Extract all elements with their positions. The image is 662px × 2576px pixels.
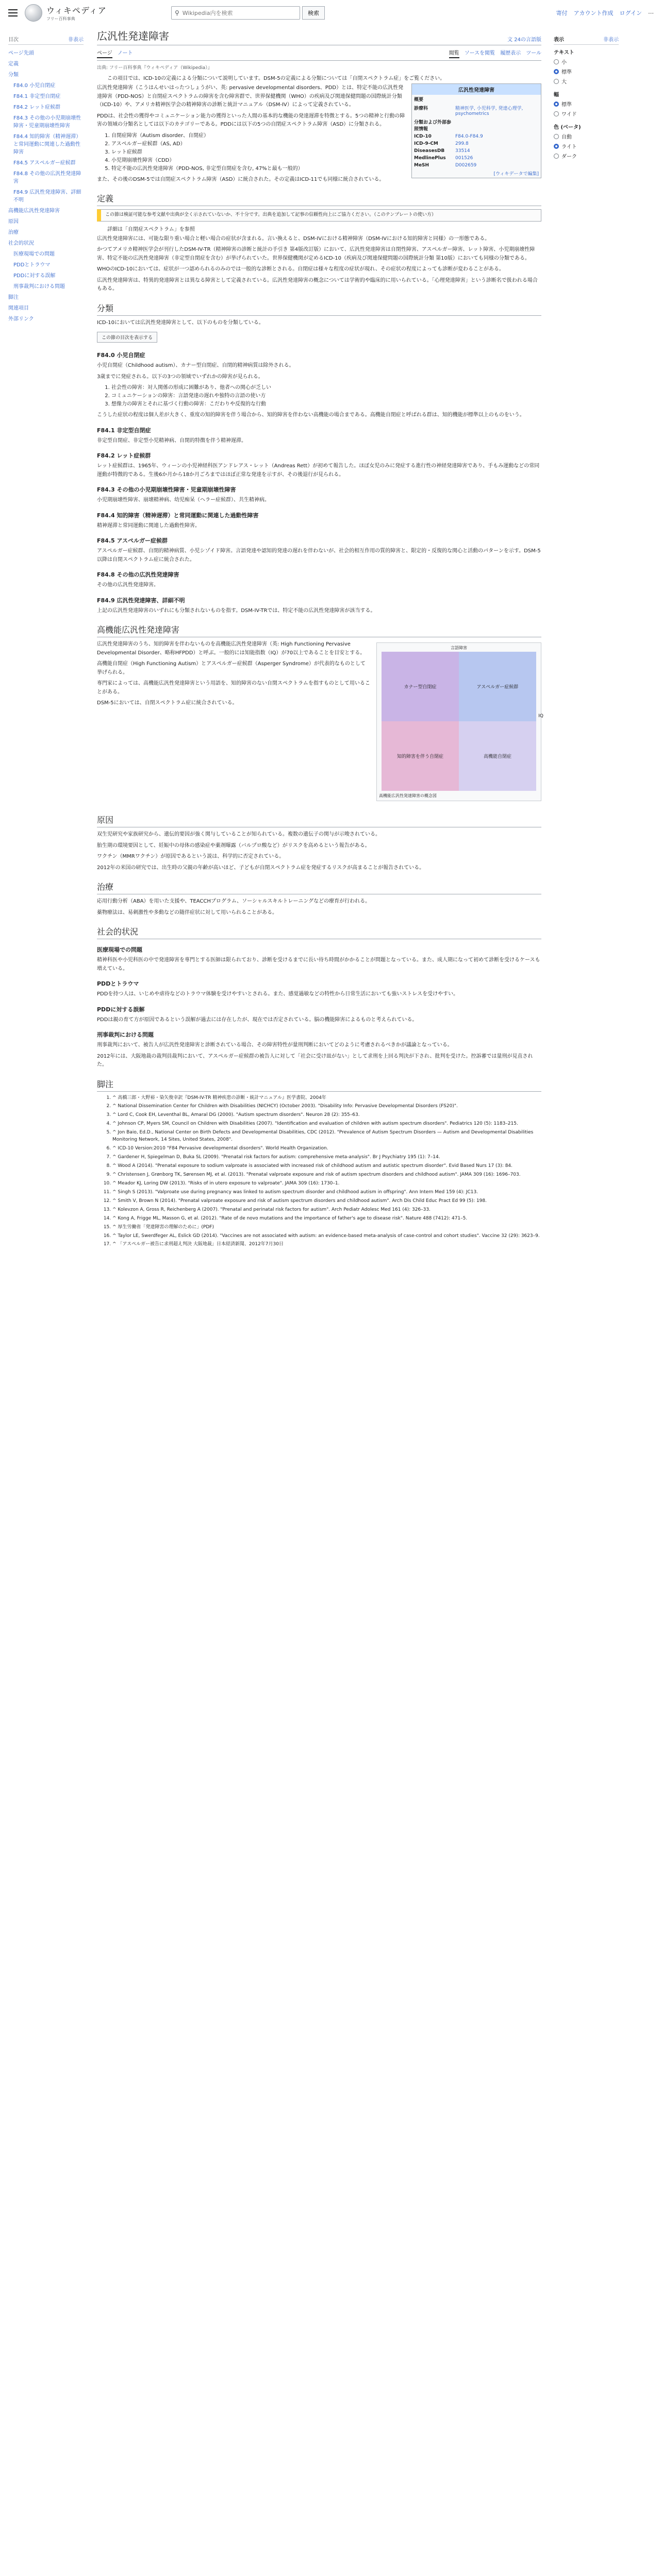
paragraph: 小児期崩壊性障害、崩壊精神病、幼児痴呆（ヘラー症候群）、共生精神病。 — [97, 497, 270, 503]
infobox-key: ICD-10 — [414, 134, 432, 139]
logo-title: ウィキペディア — [46, 6, 107, 15]
list-item: 2. アスペルガー症候群（AS, AD） — [111, 140, 541, 148]
subsection-heading-f845: F84.5 アスペルガー症候群 — [97, 537, 168, 544]
list-item: 1. 社会性の障害：対人関係の形成に困難があり、他者への関心が乏しい — [111, 384, 541, 392]
toc-item[interactable]: 脚注 — [8, 295, 19, 300]
subsection-heading-medical: 医療現場での問題 — [97, 946, 142, 953]
paragraph: 2012年の米国の研究では、出生時の父親の年齢が高いほど、子どもが自閉スペクトラム症を発症するリスクが高まることが報告されている。 — [97, 865, 425, 871]
subsection-heading-f840: F84.0 小児自閉症 — [97, 352, 145, 359]
infobox-key: DiseasesDB — [414, 148, 445, 154]
subsection-heading-trauma: PDDとトラウマ — [97, 980, 139, 987]
paragraph: アスペルガー症候群、自閉的精神病質、小児シゾイド障害。言語発達や認知的発達の遅れを伴わないが、社会的相互作用の質的障害と、限定的・反復的な関心と活動のパターンを示す。DSM-5以降は自閉スペクトラム症に統合された。 — [97, 548, 541, 563]
paragraph: 精神科医や小児科医の中で発達障害を専門とする医師は限られており、診断を受けるまでに長い待ち時間がかかることが問題となっている。また、成人期になって初めて診断を受けるケースも増えている。 — [97, 957, 540, 972]
toc-item[interactable]: F84.5 アスペルガー症候群 — [13, 160, 76, 166]
infobox-value[interactable] — [453, 95, 541, 104]
paragraph: ワクチン（MMRワクチン）が原因であるという説は、科学的に否定されている。 — [97, 854, 285, 859]
toc-item[interactable]: 定義 — [8, 61, 19, 67]
figure-cell-top-right: アスペルガー症候群 — [459, 652, 536, 721]
paragraph: 2012年には、大阪地裁の裁判員裁判において、アスペルガー症候群の被告人に対して「社会に受け皿がない」として求刑を上回る判決が下され、批判を受けた。控訴審では量刑が見直された。 — [97, 1053, 533, 1067]
language-selector[interactable]: 文 24の言語版 — [507, 37, 541, 43]
list-item: 3. レット症候群 — [111, 148, 541, 157]
toc-item[interactable]: PDDに対する誤解 — [13, 273, 56, 279]
width-wide[interactable]: ワイド — [554, 110, 619, 117]
toc-item[interactable]: 外部リンク — [8, 316, 34, 322]
menu-icon[interactable] — [8, 9, 18, 16]
text-size-standard[interactable]: 標準 — [554, 67, 619, 75]
section-toc-toggle[interactable]: この節の目次を表示する — [97, 332, 157, 343]
section-heading-references: 脚注 — [97, 1078, 541, 1092]
paragraph: その他の広汎性発達障害。 — [97, 582, 159, 588]
search-input[interactable] — [181, 9, 296, 17]
references-list — [97, 1095, 541, 1249]
search-button[interactable]: 検索 — [302, 6, 325, 20]
toc-item[interactable]: 高機能広汎性発達障害 — [8, 208, 60, 214]
paragraph: 専門家によっては、高機能広汎性発達障害という用語を、知的障害のない自閉スペクトラムを指すものとして用いることがある。 — [97, 681, 370, 695]
infobox-value[interactable]: D002659 — [455, 163, 477, 168]
paragraph: DSM-5においては、自閉スペクトラム症に統合されている。 — [97, 700, 238, 706]
main-content — [89, 26, 548, 1250]
tab-talk[interactable]: ノート — [117, 50, 133, 56]
appearance-header — [554, 35, 619, 45]
reference-item: 8. ^ Wood A (2014). "Prenatal exposure to sodium valproate is associated with increased risk of childhood autism and autistic spectrum disorder". Evid Based Nurs 17 (3): 84. — [112, 1163, 541, 1170]
infobox-row — [412, 104, 541, 117]
reference-item: 12. ^ Smith V, Brown N (2014). "Prenatal valproate exposure and risk of autism spectrum disorders and childhood autism". Arch Dis Child Educ Pract Ed 99 (5): 198. — [112, 1198, 541, 1205]
page-source-line: 出典: フリー百科事典『ウィキペディア（Wikipedia）』 — [97, 65, 212, 71]
list-item: 3. 想像力の障害とそれに基づく行動の障害：こだわりや反復的な行動 — [111, 400, 541, 409]
subsection-heading-misunderstanding: PDDに対する誤解 — [97, 1006, 145, 1013]
toc-item[interactable]: ページ先頭 — [8, 50, 34, 56]
more-options-icon[interactable]: ⋯ — [648, 9, 654, 16]
infobox-key: MeSH — [414, 163, 429, 168]
infobox-row — [412, 140, 541, 147]
paragraph: 広汎性発達障害は、特異的発達障害とは異なる障害として定義されている。広汎性発達障害の概念については学術的や臨床的に用いられている。「心理発達障害」という診断名で扱われる場合もある。 — [97, 277, 538, 292]
list-item: 4. 小児期崩壊性障害（CDD） — [111, 157, 541, 165]
tab-history[interactable]: 履歴表示 — [500, 50, 521, 56]
infobox-value[interactable]: 001526 — [455, 156, 473, 161]
section-heading-classification: 分類 — [97, 302, 541, 316]
toc-item[interactable]: F84.3 その他の小児期崩壊性障害・児童期崩壊性障害 — [13, 115, 81, 129]
text-size-heading: テキスト — [554, 50, 574, 56]
list-item: 5. 特定不能の広汎性発達障害（PDD-NOS, 非定型自閉症を含む, 47%と最も一般的） — [111, 165, 541, 173]
infobox-value[interactable]: 33514 — [455, 148, 470, 154]
intro-paragraph-2: PDDは、社会性の獲得やコミュニケーション能力の獲得といった人間の基本的な機能の発達遅滞を特徴とする。5つの精神と行動の障害の領域の分類名としては以下のカテゴリーである。PDDには以下の5つの自閉症スペクトラム障害（ASD）に分類される。 — [97, 113, 405, 127]
citation-notice: この節は検証可能な参考文献や出典が全く示されていないか、不十分です。出典を追加して記事の信頼性向上にご協力ください。（このテンプレートの使い方） — [97, 209, 541, 222]
concept-grid — [382, 652, 543, 791]
search-area — [171, 6, 325, 20]
intro-paragraph-4: また、その後のDSM-5では自閉症スペクトラム障害（ASD）に統合された。その定義はICD-11でも同様に統合されている。 — [97, 176, 385, 182]
infobox-row — [412, 133, 541, 140]
create-account-link[interactable]: アカウント作成 — [573, 10, 614, 16]
paragraph: 刑事裁判において、被告人が広汎性発達障害と診断されている場合、その障害特性が量刑判断においてどのように考慮されるべきかが議論となっている。 — [97, 1042, 453, 1048]
toc-item[interactable]: F84.1 非定型自閉症 — [13, 94, 61, 99]
paragraph: 高機能自閉症（High Functioning Autism）とアスペルガー症候群（Asperger Syndrome）が代表的なものとして挙げられる。 — [97, 661, 366, 675]
reference-item: 7. ^ Gardener H, Spiegelman D, Buka SL (2009). "Prenatal risk factors for autism: comprehensive meta-analysis". Br J Psychiatry 195 (1): 7–14. — [112, 1154, 541, 1161]
reference-item: 4. ^ Johnson CP, Myers SM, Council on Children with Disabilities (2007). "Identification and evaluation of children with autism spectrum disorders". Pediatrics 120 (5): 1183–215. — [112, 1121, 541, 1128]
toc-header — [8, 35, 84, 45]
reference-item: 3. ^ Lord C, Cook EH, Leventhal BL, Amaral DG (2000). "Autism spectrum disorders". Neuron 28 (2): 355–63. — [112, 1112, 541, 1119]
logo-subtitle: フリー百科事典 — [46, 16, 75, 21]
paragraph: 双生児研究や家族研究から、遺伝的要因が強く関与していることが知られている。複数の遺伝子の関与が示唆されている。 — [97, 832, 380, 837]
paragraph: かつてアメリカ精神医学会が刊行したDSM-IV-TR（精神障害の診断と統計の手引き 第4版改訂版）において、広汎性発達障害は自閉性障害、アスペルガー障害、レット障害、小児期崩壊性障害、特定不能の広汎性発達障害（非定型自閉症を含む）が挙げられていた。世界保健機関が定めるICD-10（疾病及び関連保健問題の国際統計分類 第10版）においても同様の分類である。 — [97, 247, 535, 261]
infobox-value[interactable]: F84.0-F84.9 — [455, 134, 483, 139]
toc-list — [8, 47, 84, 324]
toc-item[interactable]: F84.2 レット症候群 — [13, 105, 61, 110]
color-dark[interactable]: ダーク — [554, 152, 619, 160]
reference-item: 5. ^ Jon Baio, Ed.D., National Center on Birth Defects and Developmental Disabilities, CDC (2012). "Prevalence of Autism Spectrum Disorders — Autism and Developmental Disabilities Monitoring Network, 14 Sites, United States, 2008". — [112, 1129, 541, 1144]
infobox — [411, 83, 541, 178]
toc-item[interactable]: 原因 — [8, 219, 19, 225]
infobox-value[interactable]: 精神医学, 小児科学, 発達心理学, psychometrics — [455, 106, 523, 116]
infobox-key: MedlinePlus — [414, 156, 446, 161]
toc-heading: 目次 — [8, 37, 19, 43]
text-size-small[interactable]: 小 — [554, 58, 619, 65]
paragraph: 胎生期の環境要因として、妊娠中の母体の感染症や薬剤曝露（バルプロ酸など）がリスクを高めるという報告がある。 — [97, 842, 370, 849]
reference-item: 16. ^ Taylor LE, Swerdfeger AL, Eslick GD (2014). "Vaccines are not associated with autism: an evidence-based meta-analysis of case-control and cohort studies". Vaccine 32 (29): 3623–9. — [112, 1233, 541, 1240]
reference-item: 10. ^ Meador KJ, Loring DW (2013). "Risks of in utero exposure to valproate". JAMA 309 (16): 1730–1. — [112, 1180, 541, 1188]
infobox-row — [412, 95, 541, 104]
width-standard[interactable]: 標準 — [554, 100, 619, 108]
color-auto[interactable]: 自動 — [554, 132, 619, 140]
paragraph: WHOのICD-10においては、症状が一つ認められるのみのでは一般的な診断とされる。自閉症は様々な程度の症状が現れ、その症状の程度によっても診断が変わることがある。 — [97, 266, 504, 272]
f840-symptom-list — [97, 384, 541, 409]
infobox-key: 診療科 — [414, 106, 428, 111]
infobox-title: 広汎性発達障害 — [412, 84, 541, 95]
paragraph: 広汎性発達障害には、可能な限り重い場合と軽い場合の症状が含まれる。言い換えると、DSM-IVにおける精神障害（DSM-IVにおける知的障害と同様）の一形態である。 — [97, 235, 490, 242]
paragraph: 薬物療法は、易刺激性や多動などの随伴症状に対して用いられることがある。 — [97, 909, 277, 916]
toc-item[interactable]: F84.9 広汎性発達障害、詳細不明 — [13, 190, 81, 203]
infobox-row — [412, 162, 541, 169]
infobox-table — [412, 95, 541, 169]
section-heading-treatment: 治療 — [97, 880, 541, 894]
infobox-row — [412, 155, 541, 162]
reference-item: 6. ^ ICD-10 Version:2010 "F84 Pervasive developmental disorders". World Health Organization. — [112, 1145, 541, 1153]
main-article-note: 詳細は「自閉症スペクトラム」を参照 — [107, 226, 195, 232]
toc-hide-button[interactable]: 非表示 — [68, 37, 84, 43]
infobox-key: 概要 — [414, 97, 424, 103]
section-heading-high-functioning: 高機能広汎性発達障害 — [97, 623, 541, 637]
appearance-panel — [548, 26, 625, 1250]
color-heading: 色 (ベータ) — [554, 125, 581, 130]
tab-read[interactable]: 閲覧 — [449, 48, 459, 58]
concept-figure — [376, 642, 541, 801]
paragraph: 非定型自閉症、非定型小児精神病、自閉的特徴を伴う精神遅滞。 — [97, 437, 246, 444]
toc-item[interactable]: 社会的状況 — [8, 241, 34, 246]
login-link[interactable]: ログイン — [619, 10, 642, 16]
figure-caption: 高機能広汎性発達障害の概念図 — [379, 793, 437, 798]
infobox-key: 分類および外部参照情報 — [414, 120, 452, 132]
figure-axis-top-label: 言語障害 — [451, 646, 467, 650]
reference-item: 15. ^ 厚生労働省「発達障害の理解のために」(PDF) — [112, 1224, 541, 1231]
section-heading-definition: 定義 — [97, 192, 541, 206]
toc-item[interactable]: 関連項目 — [8, 306, 29, 311]
toc-item[interactable]: 刑事裁判における問題 — [13, 284, 65, 290]
list-item: 1. 自閉症障害（Autism disorder、自閉症） — [111, 132, 541, 140]
figure-cell-top-left: カナー型自閉症 — [382, 652, 459, 721]
toc-item[interactable]: 医療現場での問題 — [13, 251, 55, 257]
toc-item[interactable]: F84.4 知的障害（精神遅滞）と常同運動に関連した過動性障害 — [13, 134, 81, 155]
reference-item: 17. ^ 「アスペルガー被告に求刑超え判決 大阪地裁」日本経済新聞、2012年7月30日 — [112, 1241, 541, 1248]
reference-item: 11. ^ Singh S (2013). "Valproate use during pregnancy was linked to autism spectrum disorder and childhood autism in offspring". Ann Intern Med 159 (4): JC13. — [112, 1189, 541, 1196]
color-light[interactable]: ライト — [554, 142, 619, 150]
subsection-heading-f848: F84.8 その他の広汎性発達障害 — [97, 571, 179, 578]
infobox-row — [412, 147, 541, 155]
text-size-large[interactable]: 大 — [554, 77, 619, 85]
infobox-value[interactable]: 299.8 — [455, 141, 469, 146]
reference-item: 13. ^ Kolevzon A, Gross R, Reichenberg A (2007). "Prenatal and perinatal risk factors for autism". Arch Pediatr Adolesc Med 161 (4): 326–33. — [112, 1207, 541, 1214]
width-heading: 幅 — [554, 92, 559, 98]
toc-item[interactable]: PDDとトラウマ — [13, 262, 51, 268]
subsection-heading-f849: F84.9 広汎性発達障害、詳細不明 — [97, 597, 185, 604]
infobox-key: ICD-9-CM — [414, 141, 438, 146]
page-tabs — [97, 48, 541, 61]
figure-cell-bottom-right: 高機能自閉症 — [459, 721, 536, 791]
personal-tools — [556, 9, 654, 17]
figure-axis-right-label: IQ — [538, 714, 543, 719]
intro-paragraph-1: 広汎性発達障害（こうはんせいはったつしょうがい、英: pervasive developmental disorders、PDD）とは、特定不能の広汎性発達障害（PDD-NOS）と自閉症スペクトラムの障害を含む障害群で、世界保健機関（WHO）の疾病及び関連保健問題の国際統計分類（ICD-10）や、アメリカ精神医学会の精神障害の診断と統計マニュアル（DSM-IV）によって定義されている。 — [97, 85, 404, 108]
paragraph: PDDを持つ人は、いじめや虐待などのトラウマ体験を受けやすいとされる。また、感覚過敏などの特性から日常生活においても強いストレスを受けやすい。 — [97, 991, 459, 997]
infobox-row — [412, 117, 541, 133]
appearance-heading: 表示 — [554, 37, 564, 43]
paragraph: 応用行動分析（ABA）を用いた支援や、TEACCHプログラム、ソーシャルスキルトレーニングなどの療育が行われる。 — [97, 899, 371, 904]
section-heading-cause: 原因 — [97, 814, 541, 827]
toc-item[interactable]: F84.8 その他の広汎性発達障害 — [13, 171, 81, 184]
paragraph: 小児自閉症（Childhood autism）、カナー型自閉症、自閉的精神病質は除外される。 — [97, 363, 294, 368]
donate-link[interactable]: 寄付 — [556, 10, 568, 16]
search-box — [171, 6, 300, 20]
appearance-hide-button[interactable]: 非表示 — [603, 37, 619, 43]
paragraph: 3歳までに発症される。以下の3つの領域でいずれかの障害が見られる。 — [97, 374, 263, 380]
toc-item[interactable]: 分類 — [8, 72, 19, 78]
paragraph: レット症候群は、1965年、ウィーンの小児神経科医アンドレアス・レット（Andreas Rett）が初めて報告した。ほぼ女児のみに発症する進行性の神経発達障害であり、手もみ運動などの常同運動が特徴的である。生後6か月から18か月ごろまではほぼ正常な発達を示すが、その後退行が見られる。 — [97, 463, 540, 478]
reference-item: 2. ^ National Dissemination Center for Children with Disabilities (NICHCY) (October 2003). "Disability Info: Pervasive Developmental Disorders (FS20)". — [112, 1103, 541, 1110]
site-logo[interactable] — [25, 4, 138, 22]
tab-view-source[interactable]: ソースを閲覧 — [464, 50, 495, 56]
search-icon: ⚲ — [175, 9, 179, 16]
paragraph: ICD-10においては広汎性発達障害として、以下のものを分類している。 — [97, 319, 264, 326]
paragraph: 精神遅滞と常同運動に関連した過動性障害。 — [97, 522, 200, 529]
tab-article[interactable]: ページ — [97, 48, 112, 58]
paragraph: 上記の広汎性発達障害のいずれにも分類されないものを指す。DSM-IV-TRでは、特定不能の広汎性発達障害が該当する。 — [97, 607, 376, 614]
hatnote: この項目では、ICD-10の定義による分類について説明しています。DSM-5の定義による分類については「自閉スペクトラム症」をご覧ください。 — [107, 76, 445, 81]
paragraph: 広汎性発達障害のうち、知的障害を伴わないものを高機能広汎性発達障害（英: High Functioning Pervasive Developmental Disorder、略称HFPDD）と呼ぶ。一般的には知能指数（IQ）が70以上であることを目安とする。 — [97, 641, 366, 656]
infobox-value[interactable] — [453, 117, 541, 133]
tab-tools[interactable]: ツール — [526, 50, 541, 56]
reference-item: 1. ^ 高橋三郎・大野裕・染矢俊幸訳『DSM-IV-TR 精神疾患の診断・統計マニュアル』医学書院、2004年 — [112, 1095, 541, 1102]
toc-item[interactable]: F84.0 小児自閉症 — [13, 83, 56, 89]
paragraph: こうした症状の程度は個人差が大きく、重度の知的障害を伴う場合から、知的障害を伴わない高機能の場合まである。高機能自閉症と呼ばれる群は、知的機能が標準以上のものをいう。 — [97, 412, 525, 418]
toc-item[interactable]: 治療 — [8, 230, 19, 235]
subsection-heading-f844: F84.4 知的障害（精神遅滞）と常同運動に関連した過動性障害 — [97, 512, 259, 519]
reference-item: 9. ^ Christensen J, Grønborg TK, Sørensen MJ, et al. (2013). "Prenatal valproate exposure and risk of autism spectrum disorders and childhood autism". JAMA 309 (16): 1696–703. — [112, 1172, 541, 1179]
reference-item: 14. ^ Kong A, Frigge ML, Masson G, et al. (2012). "Rate of de novo mutations and the importance of father's age to disease risk". Nature 488 (7412): 471–5. — [112, 1215, 541, 1223]
title-row — [97, 28, 541, 45]
subsection-heading-f842: F84.2 レット症候群 — [97, 452, 151, 459]
figure-cell-bottom-left: 知的障害を伴う自閉症 — [382, 721, 459, 791]
section-heading-social: 社会的状況 — [97, 925, 541, 939]
toc-sidebar — [0, 26, 89, 1250]
page-title: 広汎性発達障害 — [97, 30, 169, 42]
subsection-heading-criminal: 刑事裁判における問題 — [97, 1031, 154, 1038]
paragraph: PDDは親の育て方が原因であるという誤解が過去には存在したが、現在では否定されている。脳の機能障害によるものと考えられている。 — [97, 1016, 418, 1023]
infobox-edit-link[interactable]: [ウィキデータで編集] — [493, 172, 539, 177]
subsection-heading-f843: F84.3 その他の小児期崩壊性障害・児童期崩壊性障害 — [97, 486, 236, 493]
site-header — [0, 0, 662, 26]
list-item: 2. コミュニケーションの障害：言語発達の遅れや独特の言語の使い方 — [111, 392, 541, 400]
wikipedia-globe-icon — [25, 4, 42, 22]
subsection-heading-f841: F84.1 非定型自閉症 — [97, 427, 151, 434]
